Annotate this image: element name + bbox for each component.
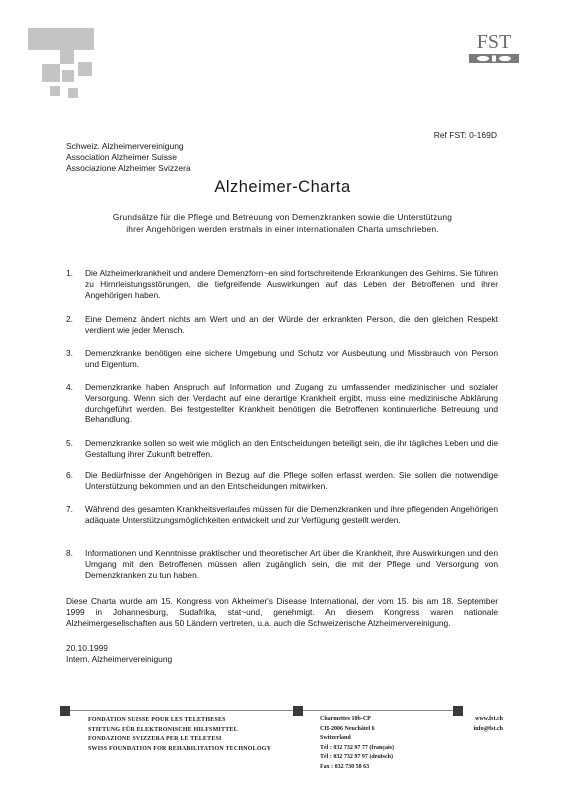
reference-number: Ref FST: 0-169D [433,130,497,140]
item-number: 7. [66,504,73,514]
list-item [66,470,498,492]
fax-line: Fax : 032 730 58 63 [320,763,370,770]
list-item [66,438,498,460]
decorative-square [28,28,50,50]
footer-divider [70,710,293,711]
document-date: 20.10.1999 [66,643,108,653]
item-text: Während des gesamten Krankheitsverlaufes müssen für die Demenzkranken und ihre pflegenden Angehörigen adäquate Unterstützungsmöglichkeiten entwickelt und zur Verfügung gestellt werden. [85,504,498,525]
association-name: Schweiz. Alzheimervereinigung [66,141,184,151]
list-item [66,548,498,580]
footer-contact [474,715,503,734]
signature-block [66,643,172,665]
item-number: 3. [66,348,73,358]
decorative-square [72,28,94,50]
address-line: CH-2006 Neuchâtel 6 [320,725,375,732]
association-name: Associazione Alzheimer Svizzera [66,163,191,173]
decorative-square [50,28,72,50]
footer-square [60,706,70,716]
foundation-name: FONDAZIONE SVIZZERA PER LE TELETESI [88,736,222,743]
decorative-square [60,50,74,64]
list-item [66,314,498,336]
list-item [66,268,498,300]
list-item [66,348,498,370]
list-item [66,382,498,425]
decorative-square [78,62,92,76]
association-name: Association Alzheimer Suisse [66,152,178,162]
item-number: 5. [66,438,73,448]
footer-divider [303,710,453,711]
item-number: 6. [66,470,73,480]
website-link[interactable]: www.fst.ch [475,716,503,722]
document-subtitle: Grundsätze für die Pflege und Betreuung von Demenzkranken sowie die Unterstützung ihrer Angehörigen werden erstmals in einer internationalen Charta umschrieben. [112,212,453,234]
item-number: 2. [66,314,73,324]
footer-address [320,715,394,773]
item-number: 4. [66,382,73,392]
phone-line: Tél : 032 732 97 97 (deutsch) [320,754,393,761]
decorative-square [50,86,60,96]
foundation-name: SWISS FOUNDATION FOR REHABILITATION TECHNOLOGY [88,745,272,752]
item-text: Eine Demenz ändert nichts am Wert und an der Würde der erkrankten Person, die den gleichen Respekt verdient wie jeder Mensch. [85,314,498,335]
address-line: Switzerland [320,735,351,742]
decorative-square [62,70,74,82]
footer-square [453,706,463,716]
item-text: Demenzkranke haben Anspruch auf Information und Zugang zu umfassender medizinischer und sozialer Versorgung. Wenn sich der Verdacht auf eine derartige Krankheit ergibt, muss eine medizinische Abklärung durchgeführt werden. Bei festgestellter Krankheit benötigen die Betroffenen kontinuierliche Betreuung und Behandlung. [85,382,498,425]
fst-logo [467,30,521,68]
address-line: Charmettes 10b-CP [320,716,371,722]
footer-square [293,706,303,716]
decorative-square [42,64,60,82]
foundation-name: FONDATION SUISSE POUR LES TELETHESES [88,717,226,723]
association-names [66,141,191,174]
item-number: 1. [66,268,73,278]
phone-line: Tél : 032 732 97 77 (français) [320,744,394,751]
foundation-name: STIFTUNG FÜR ELEKTRONISCHE HILFSMITTEL [88,726,238,733]
item-text: Die Alzheimerkrankheit und andere Demenzforn~en sind fortschreitende Erkrankungen des Gehirns. Sie führen zu Hirnrleistungsstörungen, die tiefgreifende Auswirkungen auf das Leben der Betroffenen und ihrer Angehörigen haben. [85,268,498,300]
document-title: Alzheimer-Charta [214,178,351,196]
closing-paragraph: Diese Charta wurde am 15. Kongress von Akheimer's Disease International, der vom 15. bis am 18. September 1999 in Johannesburg, Sudafrika, stat~und, genehmigt. An diesem Kongress waren nationale Alzheimergesellschaften aus 50 Ländern vertreten, u.a. auch die Schweizerische Alzheimervereinigung. [66,596,498,628]
item-text: Demenzkranke benötigen eine sichere Umgebung und Schutz vor Ausbeutung und Missbrauch von Person und Eigentum. [85,348,498,369]
list-item [66,504,498,526]
item-text: Informationen und Kenntnisse praktischer und theoretischer Art über die Krankheit, ihre Auswirkungen und den Umgang mit den Betroffenen müssen allen zugänglich sein, die mit der Pflege und Versorgung von Demenzkranken zu tun haben. [85,548,498,580]
signature: Intern. Alzheimervereinigung [66,654,173,664]
foundation-names [88,716,271,754]
fst-logo-text: FST [476,31,512,53]
item-text: Die Bedürfnisse der Angehörigen in Bezug auf die Pflege sollen erfasst werden. Sie sollen die notwendige Unterstützung bekommen und an den Entscheidungen mitwirken. [85,470,498,491]
item-text: Demenzkranke sollen so weit wie möglich an den Entscheidungen beteiligt sein, die ihr tägliches Leben und die Gestaltung ihrer Zukunft betreffen. [85,438,498,459]
email-link[interactable]: info@fst.ch [473,725,503,732]
item-number: 8. [66,548,73,558]
decorative-square [68,88,78,98]
fst-logo-graphic [467,30,521,68]
footer [0,700,565,800]
